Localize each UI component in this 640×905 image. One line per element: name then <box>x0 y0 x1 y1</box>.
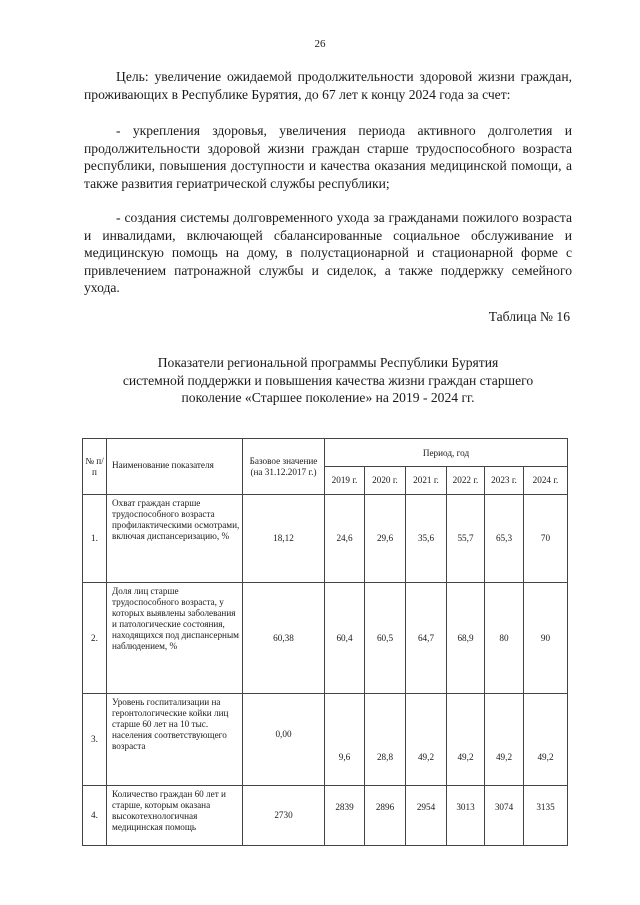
row-year-value: 28,8 <box>365 694 406 786</box>
goal-item-health: - укрепления здоровья, увеличения периода активного долголетия и продолжительности здоровой жизни граждан старше трудоспособного возраста республики, повышения доступности и качества оказания медицинской помощи, а также развития гериатрической службы республики; <box>84 123 572 191</box>
header-name: Наименование показателя <box>107 439 243 495</box>
row-year-value: 35,6 <box>406 495 447 583</box>
row-base-value: 60,38 <box>243 583 325 694</box>
page-number: 26 <box>314 38 326 50</box>
row-indicator-name: Уровень госпитализации на геронтологические койки лиц старше 60 лет на 10 тыс. населения соответствующего возраста <box>107 694 243 786</box>
header-base: Базовое значение (на 31.12.2017 г.) <box>243 439 325 495</box>
table-title-line: Показатели региональной программы Республики Бурятия <box>157 355 499 370</box>
table-title <box>84 354 572 407</box>
row-base-value: 2730 <box>243 786 325 846</box>
row-year-value: 3074 <box>485 786 524 846</box>
table-title-line: поколение «Старшее поколение» на 2019 - 2024 гг. <box>181 390 475 405</box>
goal-item-care-system: - создания системы долговременного ухода за гражданами пожилого возраста и инвалидами, включающей сбалансированные социальное обслуживание и медицинскую помощь на дому, в полустационарной и стационарной форме с привлечением патронажной службы и сиделок, а также поддержку семейного ухода. <box>84 210 572 295</box>
table-row <box>83 694 568 786</box>
row-year-value: 9,6 <box>325 694 365 786</box>
table-row <box>83 786 568 846</box>
row-year-value: 2954 <box>406 786 447 846</box>
row-year-value: 2896 <box>365 786 406 846</box>
header-num: № п/п <box>83 439 107 495</box>
row-year-value: 3013 <box>447 786 485 846</box>
row-year-value: 65,3 <box>485 495 524 583</box>
row-year-value: 2839 <box>325 786 365 846</box>
row-year-value: 3135 <box>524 786 568 846</box>
row-indicator-name: Доля лиц старше трудоспособного возраста, у которых выявлены заболевания и патологические состояния, находящихся под диспансерным наблюдением, % <box>107 583 243 694</box>
row-year-value: 64,7 <box>406 583 447 694</box>
header-year: 2021 г. <box>406 467 447 495</box>
row-year-value: 24,6 <box>325 495 365 583</box>
row-indicator-name: Охват граждан старше трудоспособного возраста профилактическими осмотрами, включая диспансеризацию, % <box>107 495 243 583</box>
header-year: 2023 г. <box>485 467 524 495</box>
table-label: Таблица № 16 <box>488 309 570 324</box>
row-base-value: 0,00 <box>243 694 325 786</box>
table-title-line: системной поддержки и повышения качества жизни граждан старшего <box>122 372 534 388</box>
header-year: 2019 г. <box>325 467 365 495</box>
header-year: 2022 г. <box>447 467 485 495</box>
row-num: 3. <box>83 694 107 786</box>
header-period: Период, год <box>325 439 568 467</box>
header-year: 2024 г. <box>524 467 568 495</box>
row-year-value: 49,2 <box>485 694 524 786</box>
table-header-row <box>83 439 568 467</box>
table-row <box>83 495 568 583</box>
row-year-value: 29,6 <box>365 495 406 583</box>
table-row <box>83 583 568 694</box>
row-year-value: 80 <box>485 583 524 694</box>
row-num: 1. <box>83 495 107 583</box>
header-year: 2020 г. <box>365 467 406 495</box>
row-year-value: 68,9 <box>447 583 485 694</box>
row-year-value: 49,2 <box>447 694 485 786</box>
row-year-value: 49,2 <box>406 694 447 786</box>
row-indicator-name: Количество граждан 60 лет и старше, которым оказана высокотехнологичная медицинская помощь <box>107 786 243 846</box>
row-year-value: 60,4 <box>325 583 365 694</box>
row-year-value: 70 <box>524 495 568 583</box>
row-base-value: 18,12 <box>243 495 325 583</box>
goal-paragraph: Цель: увеличение ожидаемой продолжительности здоровой жизни граждан, проживающих в Республике Бурятия, до 67 лет к концу 2024 года за счет: <box>84 69 572 102</box>
indicators-table <box>82 438 568 846</box>
row-num: 2. <box>83 583 107 694</box>
row-num: 4. <box>83 786 107 846</box>
row-year-value: 60,5 <box>365 583 406 694</box>
row-year-value: 90 <box>524 583 568 694</box>
row-year-value: 55,7 <box>447 495 485 583</box>
row-year-value: 49,2 <box>524 694 568 786</box>
